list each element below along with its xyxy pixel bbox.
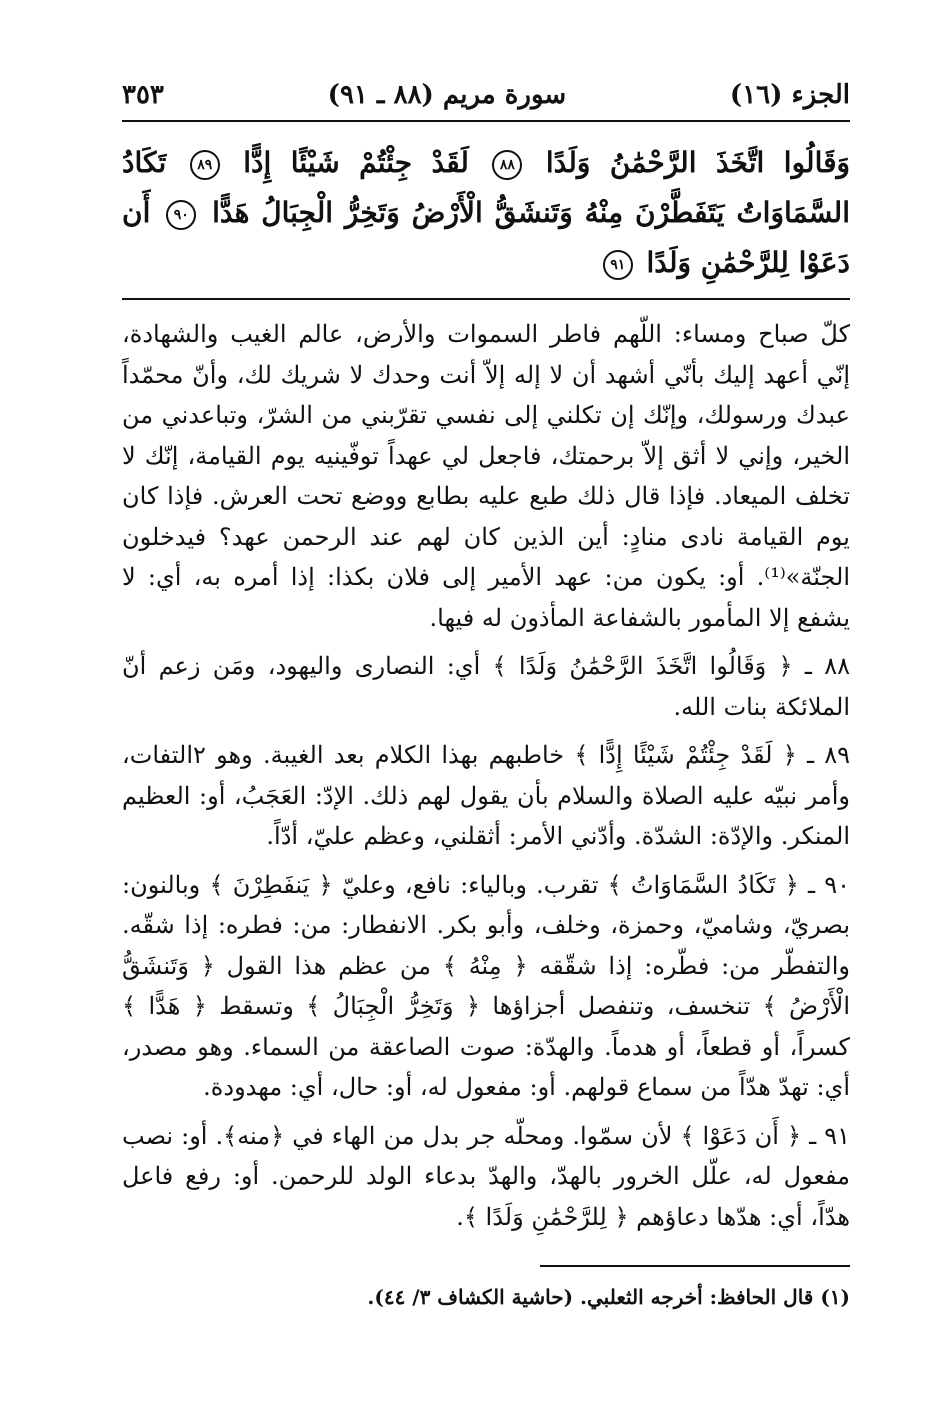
commentary-paragraph-90: ٩٠ ـ ﴿ تَكَادُ السَّمَاوَاتُ ﴾ تقرب. وبالياء: نافع، وعليّ ﴿ يَنفَطِرْنَ ﴾ وبالنون: بصريّ، وشاميّ، وحمزة، وخلف، وأبو بكر. الانفطار: من: فطره: إذا شقّه. والتفطّر من: فطّره: إذا شقّقه ﴿ مِنْهُ ﴾ من عظم هذا القول ﴿ وَتَنشَقُّ الْأَرْضُ ﴾ تنخسف، وتنفصل أجزاؤها ﴿ وَتَخِرُّ الْجِبَالُ ﴾ وتسقط ﴿ هَدًّا ﴾ كسراً، أو قطعاً، أو هدماً. والهدّة: صوت الصاعقة من السماء. وهو مصدر، أي: تهدّ هدّاً من سماع قولهم. أو: مفعول له، أو: حال، أي: مهدودة. [122,870,850,1101]
ayah-marker-89: ٨٩ [190,150,220,180]
page-number: ٣٥٣ [122,80,164,110]
ayah-marker-91: ٩١ [603,250,633,280]
surah-title: سورة مريم (٨٨ ـ ٩١) [327,80,567,110]
page [122,70,850,1313]
footnote: (١) قال الحافظ: أخرجه الثعلبي. (حاشية الكشاف ٣/ ٤٤). [367,1285,850,1309]
commentary [122,300,850,1237]
quran-verses [122,122,850,298]
ayah-marker-90: ٩٠ [166,200,196,230]
verse-89: لَقَدْ جِئْتُمْ شَيْئًا إِدًّا [243,146,469,179]
verse-90: تَكَادُ السَّمَاوَاتُ يَتَفَطَّرْنَ مِنْهُ وَتَنشَقُّ الْأَرْضُ وَتَخِرُّ الْجِبَالُ هَدًّا [122,146,850,229]
running-head [122,70,850,120]
ayah-marker-88: ٨٨ [492,150,522,180]
verse-88: وَقَالُوا اتَّخَذَ الرَّحْمَٰنُ وَلَدًا [545,146,851,179]
verse-91: أَن دَعَوْا لِلرَّحْمَٰنِ وَلَدًا [122,196,850,279]
commentary-paragraph-91: ٩١ ـ ﴿ أَن دَعَوْا ﴾ لأن سمّوا. ومحلّه جر بدل من الهاء في ﴿منه﴾. أو: نصب مفعول له، علّل الخرور بالهدّ، والهدّ بدعاء الولد للرحمن. أو: رفع فاعل هدّاً، أي: هدّها دعاؤهم ﴿ لِلرَّحْمَٰنِ وَلَدًا ﴾. [122,1121,850,1231]
footnote-rule [540,1265,850,1267]
commentary-paragraph-89: ٨٩ ـ ﴿ لَقَدْ جِئْتُمْ شَيْئًا إِدًّا ﴾ خاطبهم بهذا الكلام بعد الغيبة. وهو ٢التفات، وأمر نبيّه عليه الصلاة والسلام بأن يقول لهم ذلك. الإدّ: العَجَبُ، أو: العظيم المنكر. والإدّة: الشدّة. وأدّني الأمر: أثقلني، وعظم عليّ، أدّاً. [122,741,850,850]
commentary-paragraph-1: كلّ صباح ومساء: اللّهم فاطر السموات والأرض، عالم الغيب والشهادة، إنّي أعهد إليك بأنّي أشهد أن لا إله إلاّ أنت وحدك لا شريك لك، وأنّ محمّداً عبدك ورسولك، وإنّك إن تكلني إلى نفسي تقرّبني من الشرّ، وتباعدني من الخير، وإني لا أثق إلاّ برحمتك، فاجعل لي عهداً توفّينيه يوم القيامة، إنّك لا تخلف الميعاد. فإذا قال ذلك طبع عليه بطابع ووضع تحت العرش. فإذا كان يوم القيامة نادى منادٍ: أين الذين كان لهم عند الرحمن عهد؟ فيدخلون الجنّة»⁽¹⁾. أو: يكون من: عهد الأمير إلى فلان بكذا: إذا أمره به، أي: لا يشفع إلا المأمور بالشفاعة المأذون له فيها. [122,320,850,632]
commentary-paragraph-88: ٨٨ ـ ﴿ وَقَالُوا اتَّخَذَ الرَّحْمَٰنُ وَلَدًا ﴾ أي: النصارى واليهود، ومَن زعم أنّ الملائكة بنات الله. [122,652,850,721]
juz-label: الجزء (١٦) [729,80,850,110]
